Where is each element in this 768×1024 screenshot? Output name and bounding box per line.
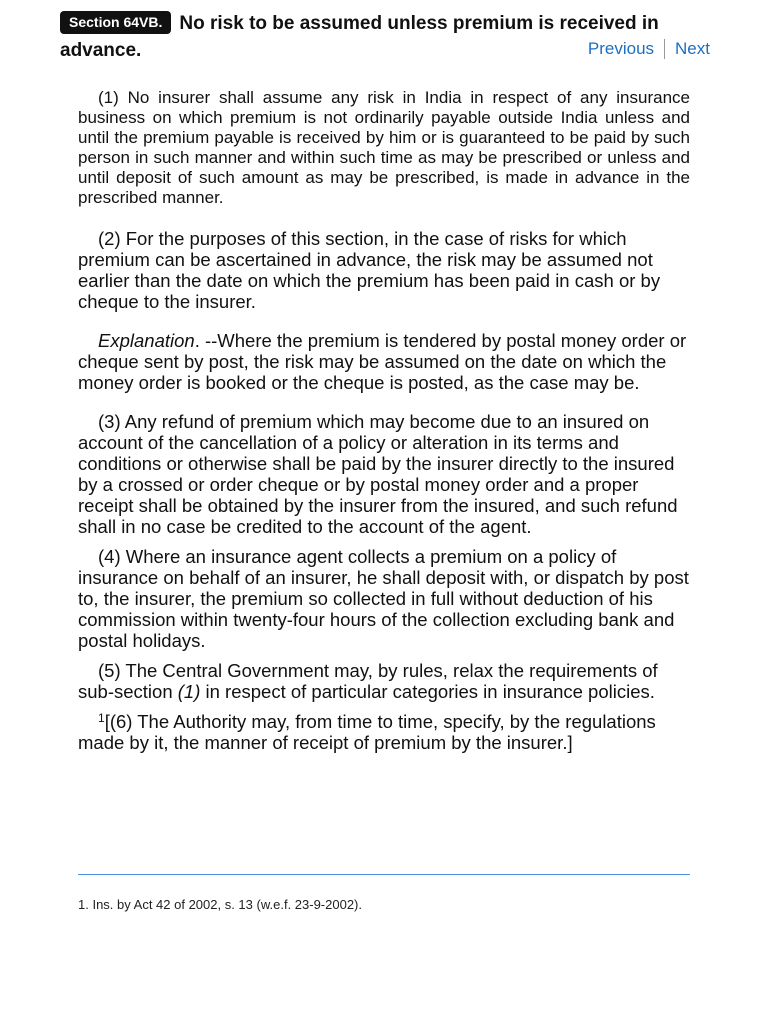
explanation bbox=[78, 330, 690, 393]
subsection-2: (2) For the purposes of this section, in the case of risks for which premium can be ascertained in advance, the risk may be assumed not earlier than the date on which the premium has been paid in cash or by cheque to the insurer. bbox=[78, 228, 661, 312]
subsection-6 bbox=[78, 711, 690, 753]
section-title-line2: advance. bbox=[60, 40, 142, 61]
subsection-3: (3) Any refund of premium which may become due to an insured on account of the cancellation of a policy or alteration in its terms and conditions or otherwise shall be paid by the insurer directly to the insured by a crossed or order cheque or by postal money order and a proper receipt shall be obtained by the insurer from the insured, and such refund shall in no case be credited to the account of the agent. bbox=[78, 411, 678, 537]
explanation-text: . --Where the premium is tendered by postal money order or cheque sent by post, the risk may be assumed on the date on which the money order is booked or the cheque is posted, as the case may be. bbox=[78, 330, 687, 393]
section-body bbox=[78, 88, 690, 771]
subsection-4: (4) Where an insurance agent collects a premium on a policy of insurance on behalf of an insurer, he shall deposit with, or dispatch by post to, the insurer, the premium so collected in full without deduction of his commission within twenty-four hours of the collection excluding bank and postal holidays. bbox=[78, 546, 689, 651]
footnote: 1. Ins. by Act 42 of 2002, s. 13 (w.e.f. 23-9-2002). bbox=[78, 897, 363, 912]
subsection-1: (1) No insurer shall assume any risk in India in respect of any insurance business on which premium is not ordinarily payable outside India unless and until the premium payable is received by him or is guaranteed to be paid by such person in such manner and within such time as may be prescribed or unless and until deposit of such amount as may be prescribed, is made in advance in the prescribed manner. bbox=[78, 88, 690, 207]
previous-link[interactable]: Previous bbox=[587, 39, 655, 58]
section-title-line1: No risk to be assumed unless premium is received in bbox=[179, 13, 659, 34]
subsection-5-text-a: (5) The Central Government may, by rules, relax the requirements of sub-section bbox=[78, 660, 658, 702]
subsection-5-text-b: in respect of particular categories in insurance policies. bbox=[200, 681, 655, 702]
footnote-marker[interactable]: 1 bbox=[98, 711, 105, 725]
explanation-label: Explanation bbox=[98, 330, 195, 351]
section-navigation bbox=[588, 39, 710, 59]
footnote-divider bbox=[78, 874, 690, 875]
next-link[interactable]: Next bbox=[675, 39, 710, 58]
nav-divider bbox=[664, 39, 665, 59]
section-title bbox=[60, 10, 710, 37]
subsection-5 bbox=[78, 660, 690, 702]
section-badge: Section 64VB. bbox=[60, 11, 171, 34]
subsection-5-ref: (1) bbox=[177, 681, 201, 702]
subsection-6-text: [(6) The Authority may, from time to time, specify, by the regulations made by it, the manner of receipt of premium by the insurer.] bbox=[78, 711, 656, 753]
